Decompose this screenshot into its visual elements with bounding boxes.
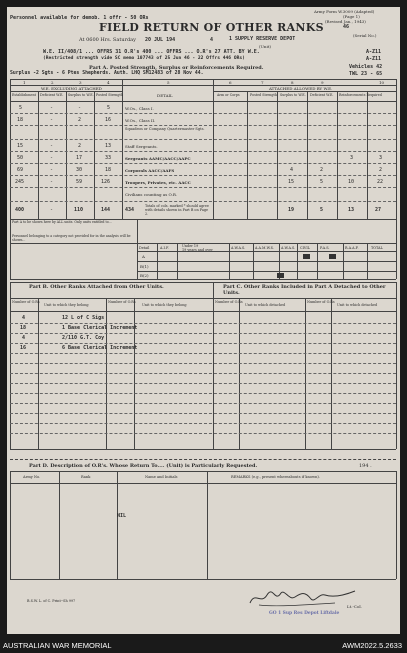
part-d-col-rank: Rank (81, 475, 91, 479)
detail-col-pas: P.A.S. (320, 246, 330, 250)
part-a-note-2: Personnel belonging to a category not provided for in the analysis will be shown... (12, 234, 131, 242)
col-num-9: 9 (321, 80, 324, 85)
total-posted-att: 19 (288, 207, 295, 213)
table-row-cell: 10 (348, 179, 355, 185)
total-deficient: - (50, 207, 54, 213)
row-detail: Civilians counting as O.R. (125, 192, 178, 197)
part-c-col-unit1: Unit to which detached (245, 303, 286, 307)
print-code: B.S.W. L. of C. Print--Sh 997 (27, 599, 76, 603)
table-row-cell: - (50, 179, 54, 185)
detail-col-awas: A.W.A.S. (231, 246, 246, 250)
row-detail: W.Os., Class I. (125, 106, 154, 111)
we-excluding-head: W.E. EXCLUDING ATTACHED (41, 86, 102, 91)
table-row-cell: 18 (17, 117, 24, 123)
table-row-cell: 69 (17, 167, 24, 173)
surplus-note: Surplus -2 Sgts - 6 Ptes Shepherds. Auth. LHQ SM12483 of 28 Nov 44. (10, 71, 204, 76)
row-detail: W.Os., Class II. (125, 118, 156, 123)
col-num-7: 7 (261, 80, 264, 85)
restricted-strength: (Restricted strength vide SC memo 107743 of 25 Jun 46 - 22 Offrs 446 ORs) (43, 56, 245, 61)
detail-col-aamws: A.A.M.W.S. (255, 246, 274, 250)
col-num-4: 4 (107, 80, 110, 85)
return-year: 4 (210, 37, 214, 43)
col-num-6: 6 (229, 80, 232, 85)
table-row-cell: 15 (288, 179, 295, 185)
part-a-note-1: Part A to be shown here by ALL units. Only units entitled to... (12, 220, 112, 224)
table-row-cell: 245 (15, 179, 25, 185)
col-num-8: 8 (291, 80, 294, 85)
detail-col-awas2: A.W.A.S. (281, 246, 296, 250)
time-label: At 0600 Hrs. Saturday (79, 37, 136, 43)
we-code-b: A-Z11 (366, 56, 382, 62)
subhead-posted: Posted Strength (96, 93, 123, 97)
detail-row-b1: B(1) (140, 264, 149, 269)
col-num-10: 10 (379, 80, 385, 85)
detail-head: DETAIL (157, 93, 173, 98)
col-num-2: 2 (51, 80, 54, 85)
serial-number: 46 (343, 24, 350, 30)
subhead-arm: Arm or Corps (217, 93, 240, 97)
vehicles-count: Vehicles 42 (349, 64, 383, 70)
part-c-title: Part C. Other Ranks Included in Part A Detached to Other Units. (223, 284, 386, 296)
detail-row-a: A (142, 254, 145, 259)
footer-accession-number: AWM2022.5.2633 (342, 641, 402, 650)
total-deficient-att: 13 (348, 207, 355, 213)
subhead-deficient-att: Deficient W.E. (310, 93, 334, 97)
form-page: (Page 1) (343, 14, 360, 19)
unit-name: 1 SUPPLY RESERVE DEPOT (229, 36, 296, 42)
col-num-5: 5 (167, 80, 170, 85)
col-num-1: 1 (23, 80, 26, 85)
table-row-cell: 3 (350, 155, 354, 161)
table-row-cell: 33 (105, 155, 112, 161)
redaction-mark (329, 254, 336, 259)
part-b-col-unit1: Unit to which they belong (44, 303, 89, 307)
form-title: FIELD RETURN OF OTHER RANKS (99, 21, 324, 34)
part-b-row-unit: 6 Base Clerical Increment (62, 345, 138, 351)
table-row-cell: - (50, 143, 54, 149)
subhead-surplus: Surplus to W.E. (68, 93, 94, 97)
we-line: W.E. II/408/1 ... OFFRS 31 O.R's 400 ... OFFRS ... O.R's 27 ATT. BY W.E. (43, 49, 260, 55)
part-d-col-army-no: Army No. (23, 475, 41, 479)
table-row-cell: 4 (290, 167, 294, 173)
part-b-col-n1: Number of O.Rs (12, 300, 40, 304)
part-b-col-unit2: Unit to which they belong (142, 303, 187, 307)
total-surplus: 110 (74, 207, 84, 213)
table-row-cell: 18 (105, 167, 112, 173)
serial-label: (Serial No.) (353, 33, 377, 38)
subhead-establishment: Establishment (12, 93, 36, 97)
subhead-surplus-att: Surplus to W.E. (280, 93, 306, 97)
table-row-cell: 22 (377, 179, 384, 185)
row-detail: Squadron or Company Quartermaster Sgts. (125, 127, 205, 131)
part-b-row-count: 16 (20, 345, 27, 351)
part-d-col-name: Name and Initials (145, 475, 178, 479)
total-reinf: 27 (375, 207, 382, 213)
part-b-row-count: 18 (20, 325, 27, 331)
row-detail: Staff Sergeants. (125, 144, 158, 149)
detail-col-civil: CIVIL (300, 246, 310, 250)
part-b-row-count: 4 (22, 315, 26, 321)
table-row-cell: 15 (17, 143, 24, 149)
document-page (7, 7, 400, 634)
form-revised: (Revised Jan., 1943) (325, 19, 366, 24)
subhead-reinf: Reinforcements Required (339, 93, 382, 97)
row-detail: Sergeants AAMC/AACC/AAPC (125, 156, 191, 161)
table-row-cell: 5 (320, 179, 324, 185)
table-row-cell: - (50, 167, 54, 173)
redaction-mark (277, 273, 284, 278)
redaction-mark (303, 254, 310, 259)
footer-bar (0, 636, 407, 653)
part-a-title: Part A. Posted Strength, Surplus or Reinforcements Required. (89, 65, 264, 71)
table-row-cell: 17 (76, 155, 83, 161)
form-id: Army Form W.3009 (Adapted) (314, 9, 375, 14)
unit-stamp: GO 1 Sup Res Depot Liftdale (269, 611, 340, 616)
total-posted: 144 (101, 207, 111, 213)
we-code-a: A-Z11 (366, 49, 382, 55)
twl-count: TWL 23 - 65 (349, 71, 383, 77)
totals-note: Totals of cols. marked * should agree with details shown in Part B on Page 2. (145, 204, 209, 216)
table-row-cell: 2 (78, 117, 82, 123)
table-row-cell: 126 (101, 179, 111, 185)
table-row-cell: 5 (107, 105, 111, 111)
table-row-cell: 2 (78, 143, 82, 149)
subhead-deficient: Deficient W.E. (40, 93, 64, 97)
table-row-cell: - (78, 105, 82, 111)
total-surplus-att: 5 (320, 207, 324, 213)
part-d-nil: NIL (117, 513, 127, 519)
table-row-cell: - (50, 155, 54, 161)
part-b-row-unit: 2/110 G.T. Coy (62, 335, 105, 341)
subhead-posted-att: Posted Strength (250, 93, 277, 97)
table-row-cell: 16 (105, 117, 112, 123)
detail-col-aif: A.I.F. (160, 246, 169, 250)
part-c-col-unit2: Unit to which detached (337, 303, 378, 307)
table-row-cell: 2 (320, 167, 324, 173)
demob-note: Personnel available for demob. 1 offr - 50 ORs (10, 15, 149, 21)
part-c-col-n2: Number of O.Rs (307, 300, 335, 304)
detail-col-raaf: R.A.A.F. (345, 246, 359, 250)
row-detail: Corporals AACC/AAFS (125, 168, 175, 173)
col-num-3: 3 (79, 80, 82, 85)
part-b-row-unit: 12 L of C Sigs (62, 315, 105, 321)
part-d-col-remarks: REMARKS (e.g., present whereabouts if known). (231, 475, 320, 479)
table-row-cell: - (50, 105, 54, 111)
detail-col-under19: Under 19 (182, 244, 199, 248)
part-b-row-unit: 1 Base Clerical Increment (62, 325, 138, 331)
detail-row-b2: B(2) (140, 273, 149, 278)
table-row-cell: 30 (76, 167, 83, 173)
part-c-col-n1: Number of O.Rs (215, 300, 243, 304)
detail-col-total: TOTAL (371, 246, 383, 250)
unit-label: (Unit) (259, 44, 271, 49)
detail-col-over19: 19 years and over (182, 248, 213, 252)
detail-col-detail: Detail (139, 246, 150, 250)
attached-allowed-head: ATTACHED ALLOWED BY W.E. (269, 86, 333, 91)
total-extra: 434 (125, 207, 135, 213)
table-row-cell: 3 (379, 155, 383, 161)
part-d-title: Part D. Description of O.R's. Whose Return To.... (Unit) is Particularly Requested. (29, 463, 258, 469)
table-row-cell: 59 (76, 179, 83, 185)
part-b-col-n2: Number of O.Rs (108, 300, 136, 304)
return-date: 20 JUL 194 (145, 37, 176, 43)
signature-rank: Lt.-Col. (347, 604, 362, 609)
part-b-row-count: 4 (22, 335, 26, 341)
table-row-cell: - (50, 117, 54, 123)
part-d-year: 194 . (359, 463, 372, 469)
total-we: 400 (15, 207, 25, 213)
table-row-cell: 5 (19, 105, 23, 111)
table-row-cell: 2 (379, 167, 383, 173)
footer-institution: AUSTRALIAN WAR MEMORIAL (3, 641, 112, 650)
row-detail: Troopers, Privates, etc. AACC (125, 180, 191, 185)
table-row-cell: 50 (17, 155, 24, 161)
part-b-title: Part B. Other Ranks Attached from Other Units. (29, 284, 164, 290)
table-row-cell: 13 (105, 143, 112, 149)
